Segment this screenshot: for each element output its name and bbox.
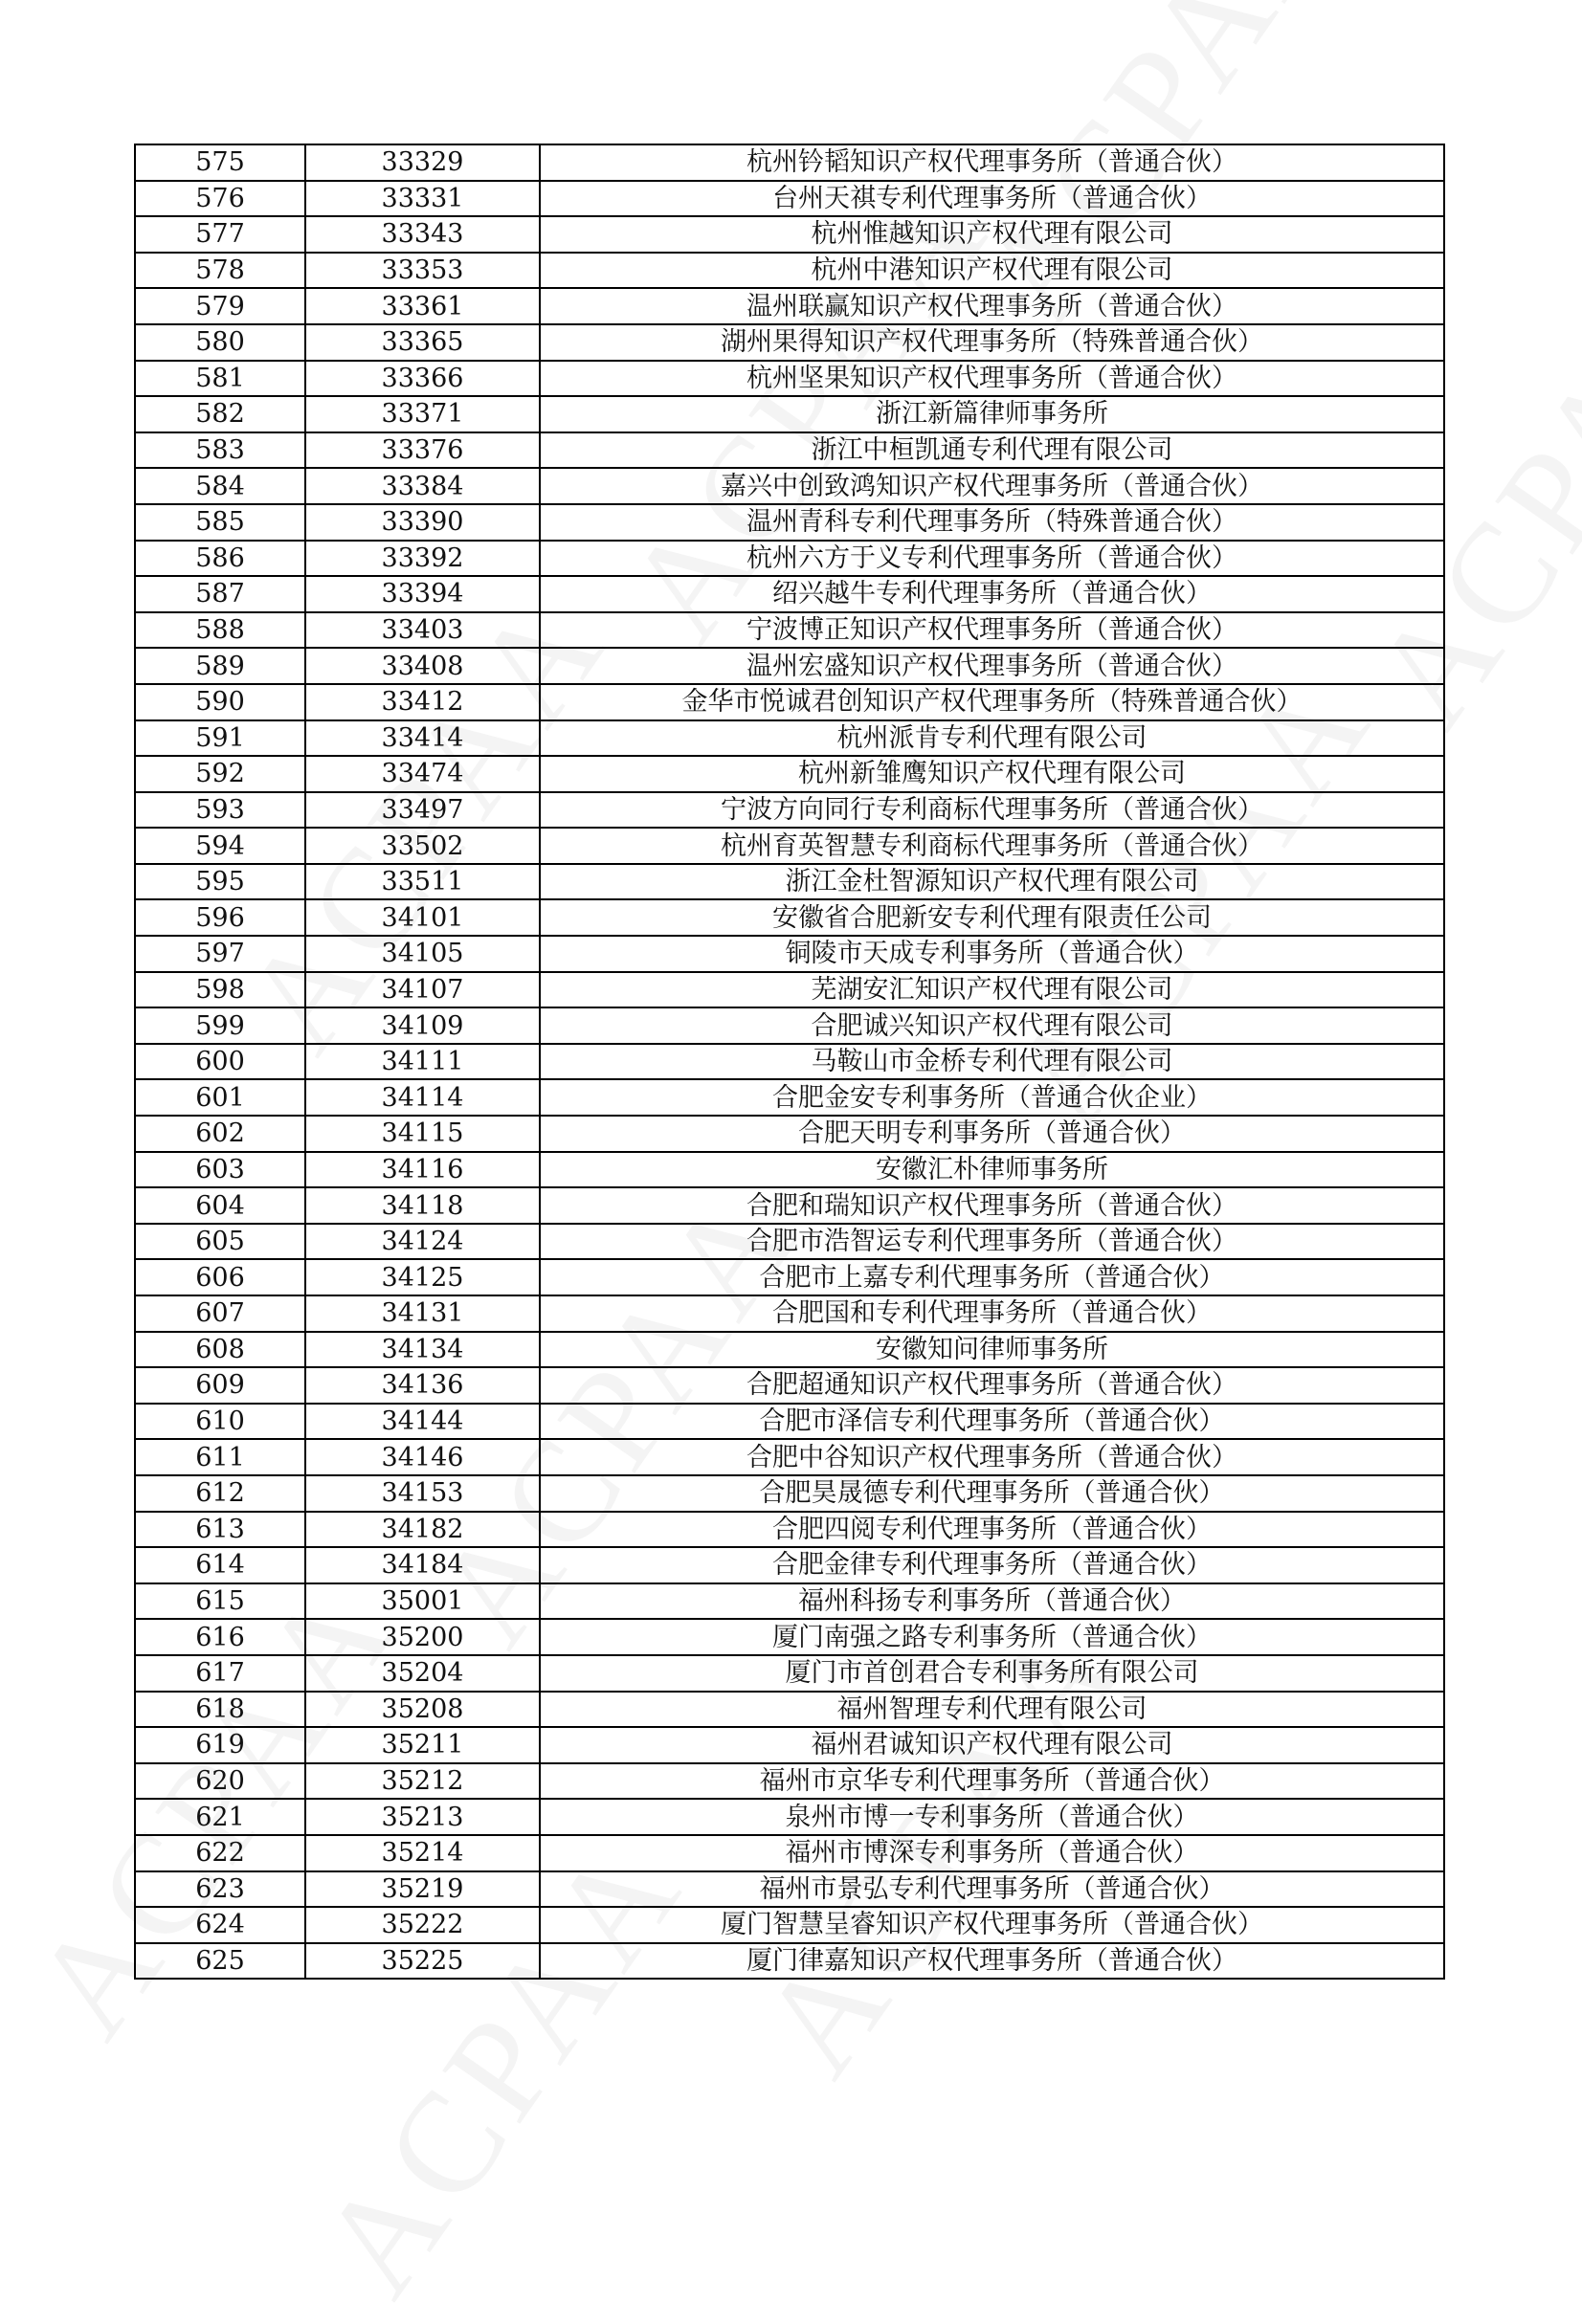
agency-code-cell: 33371 (305, 396, 540, 432)
row-number-cell: 623 (135, 1871, 305, 1908)
agency-name-cell: 杭州中港知识产权代理有限公司 (540, 253, 1444, 289)
table-row (135, 1152, 1444, 1188)
table-row (135, 504, 1444, 541)
agency-name-cell: 厦门市首创君合专利事务所有限公司 (540, 1655, 1444, 1692)
agency-name-cell: 福州君诚知识产权代理有限公司 (540, 1727, 1444, 1763)
agency-code-cell: 33329 (305, 144, 540, 181)
table-row (135, 1439, 1444, 1475)
agency-name-cell: 厦门律嘉知识产权代理事务所（普通合伙） (540, 1943, 1444, 1980)
agency-name-cell: 浙江金杜智源知识产权代理有限公司 (540, 864, 1444, 900)
agency-name-cell: 杭州惟越知识产权代理有限公司 (540, 216, 1444, 253)
table-row (135, 1187, 1444, 1224)
table-row (135, 396, 1444, 432)
row-number-cell: 600 (135, 1044, 305, 1080)
table-row (135, 253, 1444, 289)
row-number-cell: 611 (135, 1439, 305, 1475)
agency-name-cell: 绍兴越牛专利代理事务所（普通合伙） (540, 576, 1444, 612)
table-row (135, 1943, 1444, 1980)
agency-code-cell: 33361 (305, 288, 540, 324)
agency-name-cell: 合肥昊晟德专利代理事务所（普通合伙） (540, 1475, 1444, 1512)
agency-name-cell: 芜湖安汇知识产权代理有限公司 (540, 972, 1444, 1008)
table-row (135, 576, 1444, 612)
table-row (135, 1079, 1444, 1116)
agency-code-cell: 34105 (305, 936, 540, 972)
agency-name-cell: 厦门南强之路专利事务所（普通合伙） (540, 1619, 1444, 1655)
row-number-cell: 599 (135, 1007, 305, 1044)
agency-code-cell: 33343 (305, 216, 540, 253)
agency-name-cell: 合肥市上嘉专利代理事务所（普通合伙） (540, 1259, 1444, 1295)
agency-name-cell: 福州智理专利代理有限公司 (540, 1692, 1444, 1728)
agency-name-cell: 铜陵市天成专利事务所（普通合伙） (540, 936, 1444, 972)
agency-name-cell: 合肥中谷知识产权代理事务所（普通合伙） (540, 1439, 1444, 1475)
table-row (135, 1295, 1444, 1332)
row-number-cell: 593 (135, 792, 305, 829)
agency-name-cell: 杭州新雏鹰知识产权代理有限公司 (540, 756, 1444, 792)
row-number-cell: 589 (135, 648, 305, 684)
table-row (135, 216, 1444, 253)
table-row (135, 972, 1444, 1008)
table-row (135, 864, 1444, 900)
table-row (135, 684, 1444, 720)
agency-code-cell: 33376 (305, 432, 540, 469)
table-row (135, 1871, 1444, 1908)
agency-name-cell: 安徽省合肥新安专利代理有限责任公司 (540, 899, 1444, 936)
row-number-cell: 580 (135, 324, 305, 361)
table-row (135, 648, 1444, 684)
agency-name-cell: 温州青科专利代理事务所（特殊普通合伙） (540, 504, 1444, 541)
agency-code-cell: 34101 (305, 899, 540, 936)
table-row (135, 1044, 1444, 1080)
row-number-cell: 576 (135, 181, 305, 217)
agency-code-cell: 34146 (305, 1439, 540, 1475)
agency-table-body (135, 144, 1444, 1979)
agency-code-cell: 35212 (305, 1763, 540, 1800)
row-number-cell: 617 (135, 1655, 305, 1692)
table-row (135, 1224, 1444, 1260)
agency-code-cell: 35222 (305, 1907, 540, 1943)
table-row (135, 899, 1444, 936)
agency-code-cell: 35200 (305, 1619, 540, 1655)
agency-name-cell: 合肥市浩智运专利代理事务所（普通合伙） (540, 1224, 1444, 1260)
row-number-cell: 602 (135, 1116, 305, 1152)
table-row (135, 1475, 1444, 1512)
agency-name-cell: 福州市博深专利事务所（普通合伙） (540, 1835, 1444, 1871)
agency-code-cell: 34125 (305, 1259, 540, 1295)
agency-code-cell: 33511 (305, 864, 540, 900)
row-number-cell: 596 (135, 899, 305, 936)
table-row (135, 756, 1444, 792)
agency-code-cell: 34107 (305, 972, 540, 1008)
agency-name-cell: 杭州钤韬知识产权代理事务所（普通合伙） (540, 144, 1444, 181)
agency-name-cell: 合肥天明专利事务所（普通合伙） (540, 1116, 1444, 1152)
row-number-cell: 610 (135, 1404, 305, 1440)
table-row (135, 468, 1444, 504)
agency-name-cell: 宁波博正知识产权代理事务所（普通合伙） (540, 612, 1444, 649)
agency-name-cell: 杭州育英智慧专利商标代理事务所（普通合伙） (540, 828, 1444, 864)
row-number-cell: 594 (135, 828, 305, 864)
row-number-cell: 620 (135, 1763, 305, 1800)
row-number-cell: 587 (135, 576, 305, 612)
agency-code-cell: 33403 (305, 612, 540, 649)
row-number-cell: 612 (135, 1475, 305, 1512)
table-row (135, 1907, 1444, 1943)
row-number-cell: 595 (135, 864, 305, 900)
agency-name-cell: 温州联赢知识产权代理事务所（普通合伙） (540, 288, 1444, 324)
table-row (135, 936, 1444, 972)
table-row (135, 1116, 1444, 1152)
agency-name-cell: 杭州坚果知识产权代理事务所（普通合伙） (540, 361, 1444, 397)
agency-name-cell: 泉州市博一专利事务所（普通合伙） (540, 1799, 1444, 1835)
table-row (135, 432, 1444, 469)
row-number-cell: 607 (135, 1295, 305, 1332)
agency-code-cell: 33353 (305, 253, 540, 289)
agency-name-cell: 厦门智慧呈睿知识产权代理事务所（普通合伙） (540, 1907, 1444, 1943)
table-row (135, 1367, 1444, 1404)
table-row (135, 1404, 1444, 1440)
row-number-cell: 616 (135, 1619, 305, 1655)
agency-name-cell: 金华市悦诚君创知识产权代理事务所（特殊普通合伙） (540, 684, 1444, 720)
agency-code-cell: 35219 (305, 1871, 540, 1908)
table-row (135, 828, 1444, 864)
agency-code-cell: 33408 (305, 648, 540, 684)
agency-code-cell: 34144 (305, 1404, 540, 1440)
row-number-cell: 591 (135, 720, 305, 757)
agency-name-cell: 温州宏盛知识产权代理事务所（普通合伙） (540, 648, 1444, 684)
agency-code-cell: 35204 (305, 1655, 540, 1692)
agency-name-cell: 浙江新篇律师事务所 (540, 396, 1444, 432)
agency-name-cell: 福州科扬专利事务所（普通合伙） (540, 1583, 1444, 1620)
agency-code-cell: 34134 (305, 1332, 540, 1368)
table-row (135, 288, 1444, 324)
row-number-cell: 608 (135, 1332, 305, 1368)
row-number-cell: 577 (135, 216, 305, 253)
agency-name-cell: 合肥市泽信专利代理事务所（普通合伙） (540, 1404, 1444, 1440)
table-row (135, 792, 1444, 829)
table-row (135, 1512, 1444, 1548)
row-number-cell: 601 (135, 1079, 305, 1116)
table-row (135, 361, 1444, 397)
agency-name-cell: 马鞍山市金桥专利代理有限公司 (540, 1044, 1444, 1080)
table-row (135, 1259, 1444, 1295)
agency-name-cell: 安徽汇朴律师事务所 (540, 1152, 1444, 1188)
table-row (135, 1692, 1444, 1728)
row-number-cell: 575 (135, 144, 305, 181)
agency-code-cell: 34184 (305, 1547, 540, 1583)
watermark (1550, 892, 1582, 1405)
row-number-cell: 614 (135, 1547, 305, 1583)
agency-name-cell: 宁波方向同行专利商标代理事务所（普通合伙） (540, 792, 1444, 829)
table-row (135, 1583, 1444, 1620)
row-number-cell: 584 (135, 468, 305, 504)
agency-code-cell: 33412 (305, 684, 540, 720)
row-number-cell: 597 (135, 936, 305, 972)
agency-code-cell: 35214 (305, 1835, 540, 1871)
table-row (135, 324, 1444, 361)
agency-name-cell: 安徽知问律师事务所 (540, 1332, 1444, 1368)
table-row (135, 1547, 1444, 1583)
row-number-cell: 606 (135, 1259, 305, 1295)
agency-name-cell: 合肥金安专利事务所（普通合伙企业） (540, 1079, 1444, 1116)
agency-name-cell: 嘉兴中创致鸿知识产权代理事务所（普通合伙） (540, 468, 1444, 504)
table-row (135, 1799, 1444, 1835)
agency-table (134, 144, 1445, 1980)
agency-code-cell: 33384 (305, 468, 540, 504)
agency-code-cell: 33366 (305, 361, 540, 397)
agency-code-cell: 34115 (305, 1116, 540, 1152)
agency-code-cell: 34153 (305, 1475, 540, 1512)
agency-code-cell: 35213 (305, 1799, 540, 1835)
agency-code-cell: 35208 (305, 1692, 540, 1728)
row-number-cell: 583 (135, 432, 305, 469)
agency-code-cell: 34136 (305, 1367, 540, 1404)
agency-code-cell: 35211 (305, 1727, 540, 1763)
agency-name-cell: 合肥超通知识产权代理事务所（普通合伙） (540, 1367, 1444, 1404)
table-row (135, 612, 1444, 649)
agency-code-cell: 34111 (305, 1044, 540, 1080)
agency-name-cell: 合肥诚兴知识产权代理有限公司 (540, 1007, 1444, 1044)
row-number-cell: 582 (135, 396, 305, 432)
row-number-cell: 585 (135, 504, 305, 541)
agency-name-cell: 合肥和瑞知识产权代理事务所（普通合伙） (540, 1187, 1444, 1224)
agency-code-cell: 33331 (305, 181, 540, 217)
row-number-cell: 615 (135, 1583, 305, 1620)
agency-code-cell: 35001 (305, 1583, 540, 1620)
agency-code-cell: 34124 (305, 1224, 540, 1260)
table-row (135, 181, 1444, 217)
row-number-cell: 609 (135, 1367, 305, 1404)
row-number-cell: 613 (135, 1512, 305, 1548)
row-number-cell: 625 (135, 1943, 305, 1980)
row-number-cell: 619 (135, 1727, 305, 1763)
table-row (135, 1763, 1444, 1800)
table-row (135, 144, 1444, 181)
agency-code-cell: 34109 (305, 1007, 540, 1044)
agency-code-cell: 33414 (305, 720, 540, 757)
row-number-cell: 592 (135, 756, 305, 792)
agency-name-cell: 合肥国和专利代理事务所（普通合伙） (540, 1295, 1444, 1332)
row-number-cell: 604 (135, 1187, 305, 1224)
table-row (135, 1007, 1444, 1044)
row-number-cell: 618 (135, 1692, 305, 1728)
row-number-cell: 621 (135, 1799, 305, 1835)
agency-code-cell: 34131 (305, 1295, 540, 1332)
row-number-cell: 590 (135, 684, 305, 720)
table-row (135, 541, 1444, 577)
agency-name-cell: 合肥四阅专利代理事务所（普通合伙） (540, 1512, 1444, 1548)
agency-name-cell: 湖州果得知识产权代理事务所（特殊普通合伙） (540, 324, 1444, 361)
row-number-cell: 579 (135, 288, 305, 324)
table-row (135, 1332, 1444, 1368)
agency-code-cell: 34182 (305, 1512, 540, 1548)
row-number-cell: 598 (135, 972, 305, 1008)
agency-name-cell: 合肥金律专利代理事务所（普通合伙） (540, 1547, 1444, 1583)
agency-code-cell: 33365 (305, 324, 540, 361)
row-number-cell: 578 (135, 253, 305, 289)
table-row (135, 1727, 1444, 1763)
agency-code-cell: 33390 (305, 504, 540, 541)
agency-name-cell: 台州天祺专利代理事务所（普通合伙） (540, 181, 1444, 217)
agency-code-cell: 33474 (305, 756, 540, 792)
agency-code-cell: 33502 (305, 828, 540, 864)
table-row (135, 1655, 1444, 1692)
agency-code-cell: 34114 (305, 1079, 540, 1116)
agency-code-cell: 33392 (305, 541, 540, 577)
agency-code-cell: 33394 (305, 576, 540, 612)
agency-name-cell: 福州市京华专利代理事务所（普通合伙） (540, 1763, 1444, 1800)
row-number-cell: 588 (135, 612, 305, 649)
table-row (135, 1835, 1444, 1871)
row-number-cell: 586 (135, 541, 305, 577)
row-number-cell: 605 (135, 1224, 305, 1260)
agency-name-cell: 浙江中桓凯通专利代理有限公司 (540, 432, 1444, 469)
row-number-cell: 603 (135, 1152, 305, 1188)
agency-code-cell: 33497 (305, 792, 540, 829)
agency-code-cell: 34116 (305, 1152, 540, 1188)
agency-name-cell: 福州市景弘专利代理事务所（普通合伙） (540, 1871, 1444, 1908)
agency-name-cell: 杭州派肯专利代理有限公司 (540, 720, 1444, 757)
row-number-cell: 581 (135, 361, 305, 397)
agency-name-cell: 杭州六方于义专利代理事务所（普通合伙） (540, 541, 1444, 577)
row-number-cell: 624 (135, 1907, 305, 1943)
table-row (135, 720, 1444, 757)
agency-code-cell: 35225 (305, 1943, 540, 1980)
agency-code-cell: 34118 (305, 1187, 540, 1224)
row-number-cell: 622 (135, 1835, 305, 1871)
table-row (135, 1619, 1444, 1655)
